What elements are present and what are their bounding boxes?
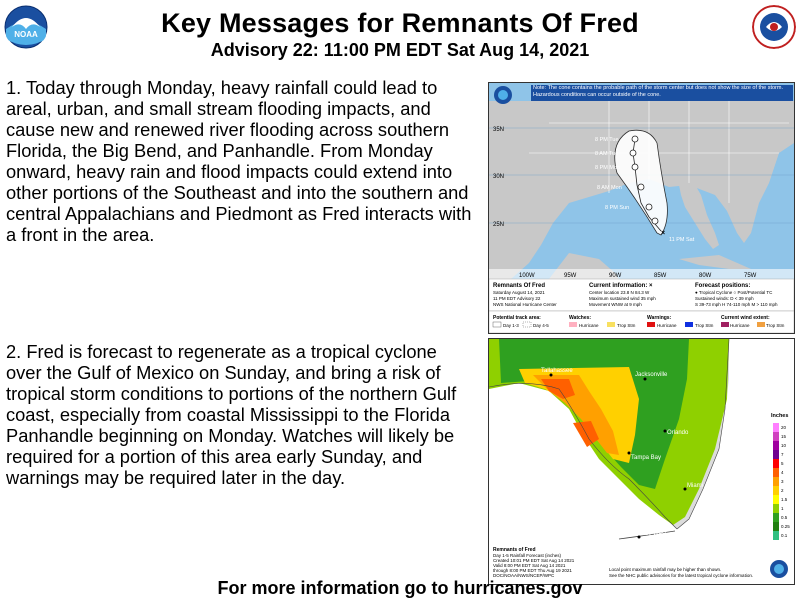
rain-caption-line-1: Remnants of Fred (493, 547, 536, 553)
forecast-line-1: ● Tropical Cyclone ○ Post/Potential TC (695, 290, 773, 295)
lon-label-85w: 85W (654, 273, 667, 279)
nws-logo (752, 5, 796, 49)
legend-warning-hurricane: Hurricane (657, 323, 677, 328)
scale-swatch (773, 459, 779, 468)
rain-caption-line-2: Day 1-5 Rainfall Forecast (inches) (493, 553, 562, 558)
svg-text:NOAA: NOAA (14, 30, 38, 39)
track-label-8am-tue: 8 AM Tue (595, 151, 619, 157)
scale-swatch (773, 495, 779, 504)
scale-title: Inches (771, 413, 789, 419)
rain-caption-line-4: Valid 8:00 PM EDT Sat Aug 14 2021 (493, 563, 566, 568)
track-point-sun (652, 218, 658, 224)
rain-caption-line-3: Created 10:01 PM EDT Sat Aug 14 2021 (493, 558, 575, 563)
legend-day13: Day 1-3 (503, 323, 519, 328)
city-tallahassee: Tallahassee (541, 368, 573, 374)
scale-value: 3 (781, 479, 784, 484)
scale-value: 1 (781, 506, 784, 511)
rain-caption-line-5: through 8:00 PM EDT Thu Aug 19 2021 (493, 568, 572, 573)
lon-label-90w: 90W (609, 273, 622, 279)
city-jacksonville: Jacksonville (635, 372, 668, 378)
issued-line-1: Saturday August 14, 2021 (493, 290, 545, 295)
noaa-logo (4, 5, 48, 49)
track-point-8pm-sun (646, 204, 652, 210)
track-label-8pm-mon: 8 PM Mon (595, 165, 621, 171)
cone-note: Note: The cone contains the probable path of the storm center but does not show the size of the storm. Hazardous conditions can occur outside of the cone. (533, 85, 783, 98)
current-position-marker: × (661, 230, 666, 237)
city-key-west: Key West (641, 531, 667, 537)
storm-name: Remnants Of Fred (493, 283, 546, 289)
rainfall-map-svg (489, 339, 794, 584)
scale-swatch (773, 486, 779, 495)
legend-extent-trop-stm: Trop Stm (766, 323, 785, 328)
current-info-title: Current information: × (589, 283, 653, 289)
scale-swatch (773, 531, 779, 540)
track-point-8am-tue (630, 150, 636, 156)
scale-swatch (773, 450, 779, 459)
track-label-8pm-sun: 8 PM Sun (605, 205, 630, 211)
scale-swatch (773, 504, 779, 513)
track-label-8pm-tue: 8 PM Tue (595, 137, 619, 143)
scale-value: 0.5 (781, 515, 788, 520)
legend-watch-trop-stm: Trop Stm (617, 323, 636, 328)
key-message-2: 2. Fred is forecast to regenerate as a tropical cyclone over the Gulf of Mexico on Sunday, and bring a risk of tropical storm conditions to portions of the northern Gulf coast, especially from coastal Mississippi to the Florida Panhandle beginning on Monday. Watches will likely be required for a portion of this area early Sunday, and warnings may be required later in the day. (6, 341, 457, 488)
legend-watches: Watches: (569, 315, 592, 321)
scale-value: 1.5 (781, 497, 788, 502)
track-label-11pm-sat: 11 PM Sat (669, 237, 695, 243)
forecast-line-2: Sustained winds: D < 39 mph (695, 296, 754, 301)
track-label-8am-mon: 8 AM Mon (597, 185, 622, 191)
scale-value: 5 (781, 461, 784, 466)
legend-warnings: Warnings: (647, 315, 672, 321)
rain-caption-line-6: DOC/NOAA/NWS/NCEP/WPC (493, 573, 555, 578)
city-tampa-bay: Tampa Bay (631, 455, 662, 461)
scale-value: 10 (781, 443, 787, 448)
key-message-1: 1. Today through Monday, heavy rainfall could lead to areal, urban, and small stream flooding impacts, and cause new and renewed river flooding across southern Florida, the Big Bend, and Panhandle. From Monday onward, heavy rain and flood impacts could extend into other portions of the Southeast and into the southern and central Appalachians and Piedmont as Fred interacts with a front in the area. (6, 77, 472, 245)
scale-swatch (773, 441, 779, 450)
rainfall-forecast-graphic (488, 338, 795, 585)
scale-swatch (773, 432, 779, 441)
scale-swatch (773, 477, 779, 486)
lon-label-100w: 100W (519, 273, 535, 279)
scale-value: 4 (781, 470, 784, 475)
scale-swatch (773, 522, 779, 531)
rain-disclaimer-line-2: See the NHC public advisories for the latest tropical cyclone information. (609, 573, 754, 578)
scale-swatch (773, 513, 779, 522)
city-miami: Miami (687, 483, 703, 489)
forecast-line-3: S 39-73 mph H 74-110 mph M > 110 mph (695, 302, 778, 307)
scale-value: 7 (781, 452, 784, 457)
forecast-positions-title: Forecast positions: (695, 283, 751, 289)
legend-day45: Day 4-5 (533, 323, 549, 328)
page-title: Key Messages for Remnants Of Fred (161, 8, 639, 38)
legend-watch-hurricane: Hurricane (579, 323, 599, 328)
track-point-8pm-tue (632, 136, 638, 142)
lat-label-25n: 25N (493, 222, 505, 228)
scale-value: 0.1 (781, 533, 788, 538)
lat-label-30n: 30N (493, 174, 505, 180)
lon-label-95w: 95W (564, 273, 577, 279)
legend-track-area: Potential track area: (493, 315, 541, 321)
lon-label-80w: 80W (699, 273, 712, 279)
track-point-8am-mon (638, 184, 644, 190)
lat-label-35n: 35N (493, 127, 505, 133)
scale-swatch (773, 468, 779, 477)
city-orlando: Orlando (667, 430, 689, 436)
legend-warning-trop-stm: Trop Stm (695, 323, 714, 328)
lon-label-75w: 75W (744, 273, 757, 279)
scale-value: 2 (781, 488, 784, 493)
scale-value: 15 (781, 434, 787, 439)
current-info-line-3: Movement WNW at 9 mph (589, 302, 642, 307)
rain-disclaimer-line-1: Local point maximum rainfall may be higher than shown. (609, 567, 722, 572)
forecast-cone-graphic (488, 82, 795, 334)
current-info-line-1: Center location 23.8 N 84.3 W (589, 290, 650, 295)
advisory-subtitle: Advisory 22: 11:00 PM EDT Sat Aug 14, 2021 (210, 40, 590, 60)
scale-swatch (773, 423, 779, 432)
legend-extent-hurricane: Hurricane (730, 323, 750, 328)
track-point-8pm-mon (632, 164, 638, 170)
scale-value: 20 (781, 425, 787, 430)
footer-link[interactable]: For more information go to hurricanes.gov (217, 578, 583, 598)
issued-line-3: NWS National Hurricane Center (493, 302, 557, 307)
cone-map-svg (489, 83, 794, 333)
scale-value: 0.25 (781, 524, 790, 529)
current-info-line-2: Maximum sustained wind 35 mph (589, 296, 656, 301)
issued-line-2: 11 PM EDT Advisory 22 (493, 296, 541, 301)
legend-wind-extent: Current wind extent: (721, 315, 770, 321)
